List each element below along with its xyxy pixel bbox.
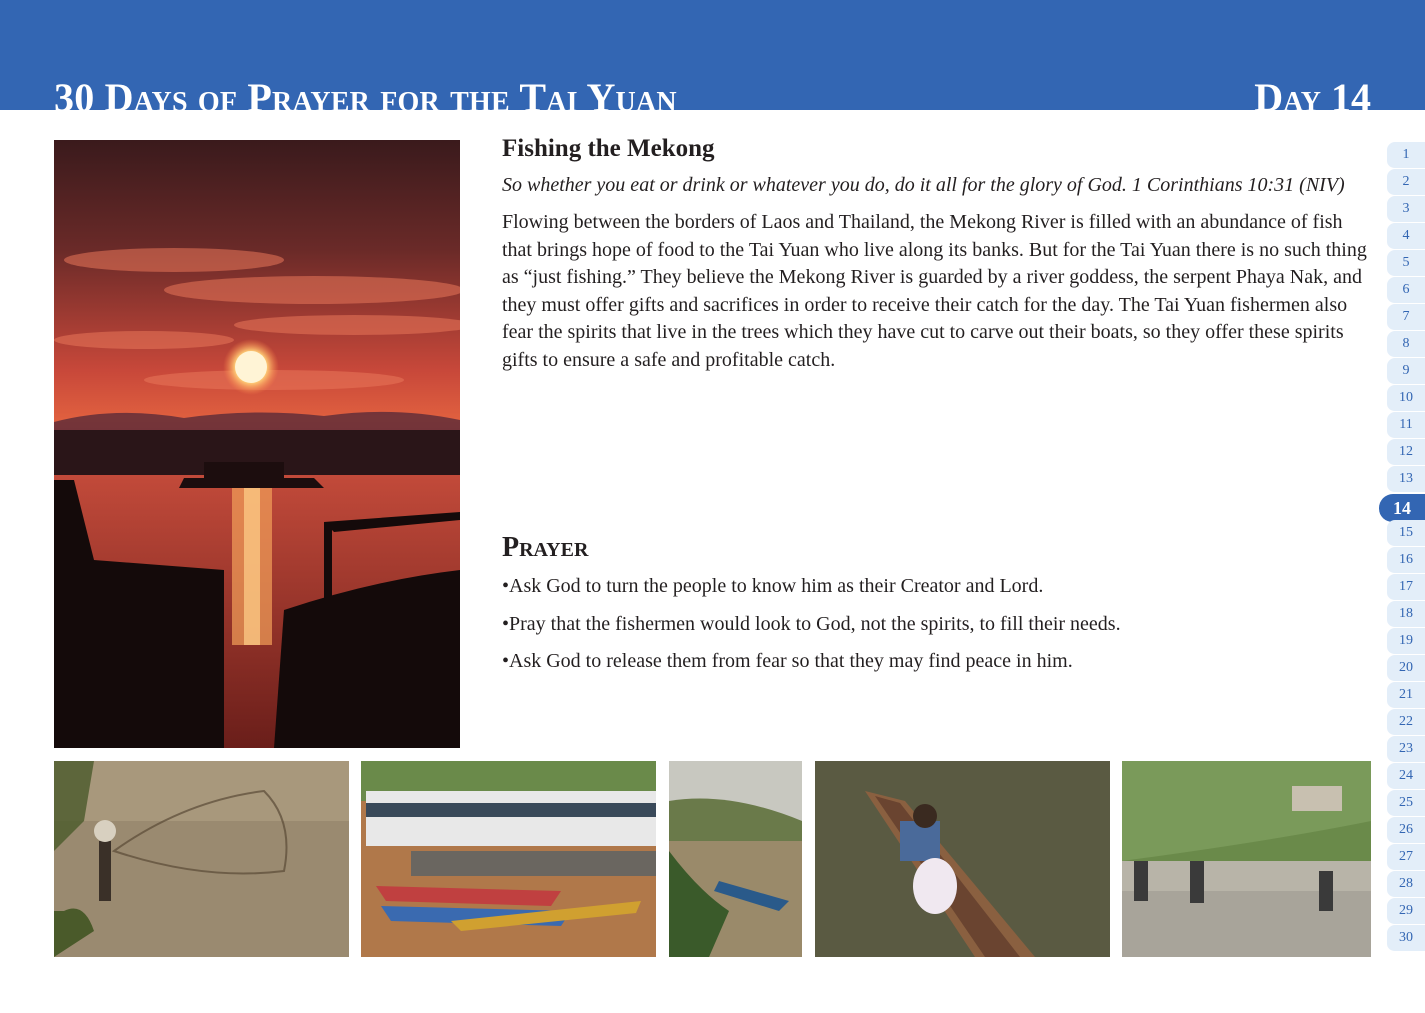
- day-tab-2[interactable]: 2: [1387, 169, 1425, 196]
- day-tab-21[interactable]: 21: [1387, 682, 1425, 709]
- day-tab-28[interactable]: 28: [1387, 871, 1425, 898]
- day-tab-1[interactable]: 1: [1387, 142, 1425, 169]
- day-tab-23[interactable]: 23: [1387, 736, 1425, 763]
- day-tab-24[interactable]: 24: [1387, 763, 1425, 790]
- day-tab-16[interactable]: 16: [1387, 547, 1425, 574]
- riverbank-photo: [669, 761, 802, 957]
- bible-verse: So whether you eat or drink or whatever you do, do it all for the glory of God. 1 Corinthians 10:31 (NIV): [502, 174, 1345, 196]
- day-tab-12[interactable]: 12: [1387, 439, 1425, 466]
- day-tab-30[interactable]: 30: [1387, 925, 1425, 952]
- day-tab-6[interactable]: 6: [1387, 277, 1425, 304]
- page-title: 30 Days of Prayer for the Tai Yuan: [54, 75, 677, 120]
- article-title: Fishing the Mekong: [502, 135, 715, 162]
- wading-fishers-photo: [1122, 761, 1371, 957]
- prayer-list: [502, 572, 1368, 685]
- net-fisherman-photo: [54, 761, 349, 957]
- day-tab-4[interactable]: 4: [1387, 223, 1425, 250]
- day-tab-27[interactable]: 27: [1387, 844, 1425, 871]
- article: [502, 133, 1368, 375]
- day-tab-7[interactable]: 7: [1387, 304, 1425, 331]
- day-tab-20[interactable]: 20: [1387, 655, 1425, 682]
- prayer-item: •Ask God to release them from fear so that they may find peace in him.: [502, 650, 1073, 672]
- day-tab-29[interactable]: 29: [1387, 898, 1425, 925]
- day-tab-15[interactable]: 15: [1387, 520, 1425, 547]
- day-tab-14-active[interactable]: 14: [1379, 494, 1425, 523]
- day-tab-26[interactable]: 26: [1387, 817, 1425, 844]
- header-banner: [0, 0, 1425, 120]
- day-tab-18[interactable]: 18: [1387, 601, 1425, 628]
- dugout-canoe-photo: [815, 761, 1110, 957]
- day-tab-22[interactable]: 22: [1387, 709, 1425, 736]
- day-tab-13[interactable]: 13: [1387, 466, 1425, 493]
- prayer-item: •Ask God to turn the people to know him as their Creator and Lord.: [502, 575, 1044, 597]
- boats-pier-photo: [361, 761, 656, 957]
- day-tab-17[interactable]: 17: [1387, 574, 1425, 601]
- day-tab-11[interactable]: 11: [1387, 412, 1425, 439]
- day-tab-8[interactable]: 8: [1387, 331, 1425, 358]
- day-tab-3[interactable]: 3: [1387, 196, 1425, 223]
- prayer-heading: Prayer: [502, 532, 589, 563]
- day-tab-19[interactable]: 19: [1387, 628, 1425, 655]
- sunset-river-photo: [54, 140, 460, 748]
- article-body: Flowing between the borders of Laos and Thailand, the Mekong River is filled with an abundance of fish that brings hope of food to the Tai Yuan who live along its banks. But for the Tai Yuan there is no such thing as “just fishing.” They believe the Mekong River is guarded by a river goddess, the serpent Phaya Nak, and they must offer gifts and sacrifices in order to receive their catch for the day. The Tai Yuan fishermen also fear the spirits that live in the trees which they have cut to carve out their boats, so they offer these spirits gifts to ensure a safe and profitable catch.: [502, 211, 1367, 371]
- day-label: Day 14: [1254, 75, 1371, 120]
- prayer-item: •Pray that the fishermen would look to God, not the spirits, to fill their needs.: [502, 612, 1121, 635]
- day-tab-9[interactable]: 9: [1387, 358, 1425, 385]
- day-tab-10[interactable]: 10: [1387, 385, 1425, 412]
- day-tab-25[interactable]: 25: [1387, 790, 1425, 817]
- day-tab-5[interactable]: 5: [1387, 250, 1425, 277]
